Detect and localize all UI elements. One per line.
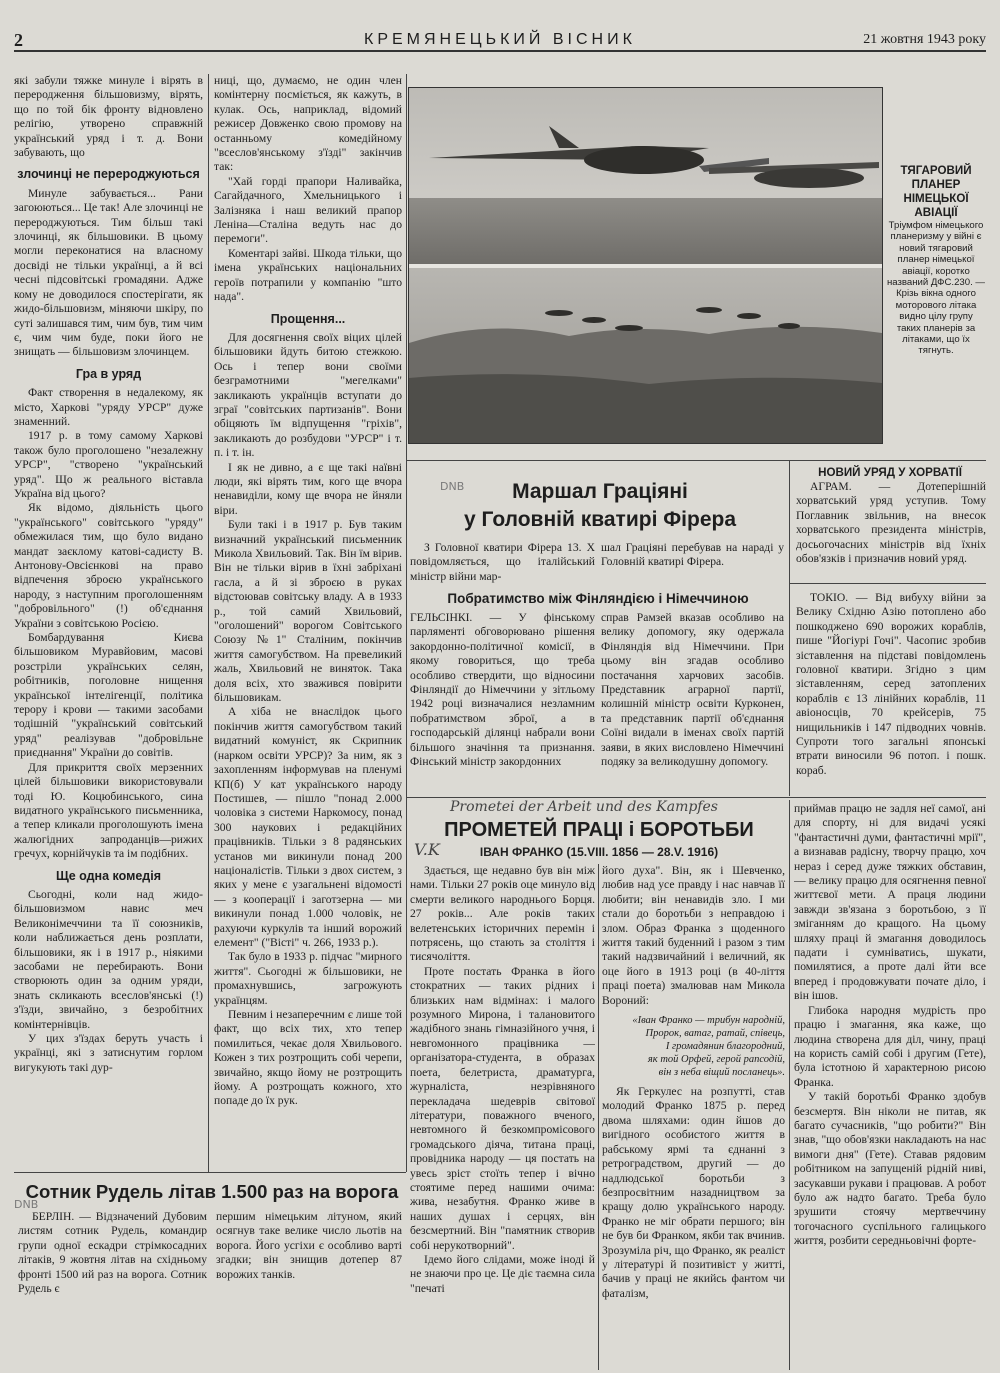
croatia-text [796,480,986,580]
article-text: "Хай горді прапори Наливайка, Сагайдачного, Хмельницького і Залізняка і наш великий прапор Леніна—Сталіна ведуть нас до перемоги". [214,174,402,246]
handwritten-note: Prometei der Arbeit und des Kampfes [450,799,718,815]
section-divider [789,583,986,584]
article-text: приймав працю не задля неї самої, ані для спорту, ні для видачі усякі "фантастичні думи, фантастичні мрії", а визнавав радісну, творчу працю, хоч нераз і серед дуже тяжких обставин, — велику працю для осягнення певної життєвої мети. А праця людини завжди зв'язана з боротьбою, з її зміганням до кращого. На цьому шляху праці й змагання доводилось падати і сумніватись, шукати, помилятися, а проте далі йти все вперед і продовжувати почате діло, і він ішов. [794,802,986,1003]
column-2 [214,74,402,1168]
article-text: які забули тяжке минуле і вірять в переродження більшовизму, вірять, що по той бік фронту відновлено релігію, утворено справжній український уряд і т. д. Вони забувають, що [14,74,203,160]
rudel-text-left [18,1210,207,1370]
column-divider [208,74,209,1172]
article-text: З Головної кватири Фірера 13. Х повідомляється, що італійський міністр війни мар- [410,541,595,583]
dnb-stamp: DNB [14,1198,39,1211]
article-text: У цих з'їздах беруть участь і українці, які з затиснутим горлом вигукують такі дур- [14,1032,203,1074]
section-heading: Прощення... [270,311,346,326]
article-text: ниці, що, думаємо, не один член комінтерну посміється, як кажуть, в кулак. Ось, наприклад, відомий режисер Довженко свою промову на останньому комедійному "всеслов'янському з'їзді" закінчив так: [214,74,402,174]
franko-headline: ПРОМЕТЕЙ ПРАЦІ і БОРОТЬБИ [444,819,754,841]
article-text: 1917 р. в тому самому Харкові також було проголошено "незалежну УРСР", "створено "український уряд". Що ж реального віставла Україна від цього? [14,429,203,500]
photo-caption-text: Тріумфом німецького планеризму у війні є новий тягаровий планер німецької авіації, коротко названий ДФС.230. — Крізь вікна одного моторового літака видно цілу групу таких планерів за літаками, що їх тягнуть. [886,220,986,357]
article-text: ГЕЛЬСІНКІ. — У фінському парляменті обговорювано рішення закордонно-політичної комісії, в якому говориться, що треба особливо ствердити, що відносини Фінляндії до Німеччини у зітльому 1942 році визначалися незламним побратимством зброї, а в господарській ділянці набрали вони більшого значіння та признання. Фінський міністр закордонних [410,611,595,769]
article-text: БЕРЛІН. — Відзначений Дубовим листям сотник Рудель, командир групи одної ескадри стрімкосадних літаків, 9 жовтня літав на східньому фронті 1500 ий раз на ворога. Сотник Рудель є [18,1210,207,1296]
article-text: Як Геркулес на розпутті, став молодий Франко 1875 р. перед двома шляхами: один йшов до вигідного особистого життя в рабському ярмі та єднанні з ретроградством, другий — до надлюдської боротьби з безпросвітним назадництвом за кращу долю українського народу. Франко не міг обрати першого; він не був би Франком, якби так вчинив. Зрозуміла річ, що Франко, як реаліст у літературі й позитивіст у житті, бачив у праці не якийсь фантом чи фаталізм, [602,1085,785,1300]
article-text: Здається, ще недавно був він між нами. Тільки 27 років оце минуло від смерти великого народнього Борця. 27 років... Але років таких велетенських історичних перемін і потрясень, що стають за століття і тисячоліття. [410,864,595,964]
article-text: Минуле забувається... Рани загоюються... Це так! Але злочинці не перероджуються. Тим більш такі злочинці, як більшовики. В цьому могли переконатися на власному досвіді не тільки українці, а й всі чесні підсовітські громадяни. Адже кому не доводилося спостерігати, як жидо-більшовизм, міняючи шкіру, по суті залишався тим, чим був, тим чим є, чим чим буде, поки його не знищать — більшовизм злочинцем. [14,186,203,359]
article-text: Для досягнення своїх віцих цілей більшовики йдуть битою стежкою. Ось і тепер вони своїми безграмотними "мегелками" закликають українців вступати до зграї "совітських партизанів". Вони обіцяють їм відпущення "гріхів", закликають до розбудови "УРСР" і т. п. і т. ін. [214,330,402,460]
column-divider [598,864,599,1370]
photo-caption-title: ТЯГАРОВИЙ ПЛАНЕР НІМЕЦЬКОЇ АВІАЦІЇ [900,164,972,219]
article-text: У такій боротьбі Франко здобув безсмертя. Він ніколи не питав, як багато сучасників, "що робити?" Він знав, "що обов'язки накладають на нас вимоги дня" (Гете). Ставав рядовим робітником на запущеній рідній ниві, засукавши рукави і працював. А робот було аж надто багато. Треба було зрушити стоячу мертвеччину тогочасного суспільного галицького життя, розбити середньовічні форте- [794,1090,986,1248]
column-1 [14,74,203,1168]
column-divider [789,800,790,1370]
article-text: справ Рамзей вказав особливо на велику допомогу, яку одержала Фінляндія від Німеччини. При цьому він згадав особливо постачання харчових засобів. Представник аграрної партії, колишній міністр освіти Курконен, та представник партії об'єднання Соїні видали в іменах своїх партій заяви, в яких висловлено Німеччині подяку за великодушну допомогу. [601,611,784,769]
article-text: Для прикриття своїх мерзенних цілей більшовики використовували тоді Ю. Коцюбинського, сина видатного українського письменника, а тепер кликали проголошують імена жалюгідних запроданців—рижих гречух, корнійчуків та ім подібних. [14,760,203,861]
headline-line: у Головній кватирі Фірера [463,508,737,531]
article-text: Як відомо, діяльність цього "українського" совітського "уряду" обмежилася тим, що було видано мандат заєклому катові-садисту В. Антонову-Овсієнкові на право відпечення зброєю українського народу, з наступним проголошенням "добровільного" (!) об'єднання України з совітською Росією. [14,501,203,630]
poem-line: як той Орфей, герой рапсодій, [647,1054,785,1066]
article-text: Бомбардування Києва більшовиком Муравйовим, масові розстріли українських селян, робітників, поголовне нищення української інтелігенції, політика терору і крови — такими засобами тодішній "український совітський уряд" реалізував "добровільне приєднання" України до совітів. [14,631,203,760]
finland-headline: Побратимство між Фінляндією і Німеччиною [447,591,749,606]
section-heading: Гра в уряд [75,366,142,381]
handwritten-mark: V.K [414,840,440,859]
dnb-stamp: DNB [440,480,465,493]
poem-line: Пророк, ватаг, ратай, співець, [645,1028,785,1040]
article-text: першим німецьким літуном, який осягнув таке велике число льотів на ворога. Його усгіхи є особливо варті згадки; він знищив дотепер 87 ворожих танків. [216,1210,402,1281]
page-number: 2 [14,30,23,50]
article-text: Проте постать Франка в його стократних — таких рідних і близьких нам відмінах: і малого розумного Мирона, і талановитого жадібного знань гімназійного учня, і невгомонного працівника — організатора-студента, в образах поета, белетриста, драматурга, журналіста, незрівняного перекладача шедеврів світової літератури, поважного вченого, невтомного й безкомпромісового громадського діяча, титана праці, провідника народу — ця постать на увесь зріст стоїть тепер і вічно стоятиме перед нашими очима: жива, незабутня. Франко живе в наших душах і серцях, він безсмертний. Він "памятник створив собі нерукотворний". [410,964,595,1252]
finland-text-left [410,611,595,791]
article-text: А хіба не внаслідок цього покінчив життя самогубством такий видатний комуніст, як Скрипник (нарком освіти УРСР)? За ним, як з захопленням інформував на пленумі КП(б) У кат українського народу Постишев, — пішло "понад 2.000 чоловіка з системи Наркомосу, понад 300 наукових і редакційних працівників. Тільки з 8 радянських установ ми викинули понад 200 націоналістів. Тільки з двох систем, з яких у мене є узагальнені відомості — з кооперації і заготзерна — ми викинули понад 1.000 чоловік, не рахуючи куркулів та інший ворожий елемент" ("Вісті" ч. 266, 1933 р.). [214,705,402,949]
glider-photo-image [409,88,882,443]
glider-photo [408,87,883,444]
article-text: І як не дивно, а є ще такі наївні люди, які вірять тим, кого ще вчора ненавиділи, кому ще вчора не йняли віри. [214,460,402,517]
issue-date: 21 жовтня 1943 року [863,32,986,47]
graziani-text-left [410,541,595,585]
newspaper-title: КРЕМЯНЕЦЬКИЙ ВІСНИК [364,31,636,48]
article-text: Певним і незаперечним є лише той факт, що всіх тих, хто тепер помилиться, чекає доля Хвильового. Кожен з тих розтрощить собі черепи, звичайно, якщо йому не розтрощить йому. А розтрощать кожного, хто попаде до їх рук. [214,1008,402,1108]
article-text: ТОКІО. — Від вибуху війни за Велику Східню Азію потоплено або пошкоджено 690 ворожих кораблів, пише "Йогіурі Гочі". Часопис зробив зіставлення на підставі повідомлень головної кватири. Згідно з цим зіставленням, серед затоплених кораблів є 13 лінійних кораблів, 11 авіоносців, 70 крейсерів, 75 нищильників і 147 підводних човнів. Супроти того загальні японські втрати виносили 96 потоп. і пошк. кораб. [796,591,986,777]
franko-subheadline: ІВАН ФРАНКО (15.VIII. 1856 — 28.V. 1916) [479,845,719,859]
article-text: Сьогодні, коли над жидо-більшовизмом навис меч Великонімеччини та її союзників, коли наближається день розплати, більшовики, як і в 1917 р., ніякими засобами не перебирають. Вони створюють один за одним уряди, знать скликають всеслов'янські (!) з'їзди, звичайно, з безробітних комінтернівців. [14,887,203,1031]
section-heading: Ще одна комедія [55,868,161,883]
rudel-text-right [216,1210,402,1370]
finland-text-right [601,611,784,791]
poem-line: він з неба віщий посланець». [658,1067,785,1079]
section-divider [14,1172,406,1173]
column-divider [406,74,407,1172]
section-divider [406,460,986,461]
headline-line: Маршал Граціяні [512,480,688,503]
tokyo-text [796,591,986,791]
article-text: Ідемо його слідами, може іноді й не знаючи про це. Це діє таємна сила "печаті [410,1252,595,1295]
article-text: АГРАМ. — Дотеперішній хорватський уряд уступив. Тому Поглавник звільнив, на внесок хорватського президента міністрів, досьогочасних міністрів від їхніх обов'язків і призначив новий уряд. [796,480,986,566]
article-text: його духа". Він, як і Шевченко, любив над усе правду і нас навчав її любити; він ненавидів зло. І ми стали до боротьби з неправдою і злом. Образ Франка з щоденного життя такий буденний і разом з тим такий надзвичайний і величний, як оце його в 1913 році (в 40-ліття праці поета) змалював нам Микола Вороний: [602,864,785,1007]
article-text: Були такі і в 1917 р. Був таким визначний український письменник Микола Хвильовий. Так. Він їм вірив. Він не тільки вірив в їхні забріхані гасла, а й зі зброєю в руках відстоював совітську владу. А в 1933 р., той самий Хвильовий, "оголошений" ворогом Совітського Союзу №1" Сталіним, покінчив життя самогубством. На превеликий жаль, Хвильовий не виняток. Така доля всіх, хто зважився повірити більшовикам. [214,518,402,705]
masthead [14,30,986,52]
rudel-headline: Сотник Рудель літав 1.500 раз на ворога [25,1181,399,1202]
graziani-text-right [601,541,784,585]
franko-column-2 [602,864,785,1370]
article-text: шал Граціяні перебував на нараді у Головній кватирі Фірера. [601,541,784,569]
poem-quote [602,1014,785,1079]
graziani-headline [420,478,780,534]
article-text: Коментарі зайві. Шкода тільки, що імена українських національних героїв потрапили у компанію "што нада". [214,246,402,304]
poem-line: «Іван Франко — трибун народній, [632,1015,785,1027]
section-heading: злочинці не перероджуються [17,167,200,182]
article-text: Глибока народня мудрість про працю і змагання, яка каже, що людина створена для діл, чину, праці на користь самій собі і другим (Гете), була істотною й характерною рисою Франка. [794,1003,986,1089]
franko-column-1 [410,864,595,1370]
croatia-headline: НОВИЙ УРЯД У ХОРВАТІЇ [818,466,962,479]
franko-column-3 [794,802,986,1370]
article-text: Так було в 1933 р. підчас "мирного життя". Сьогодні ж більшовики, не промахнувшись, загрожують українцям. [214,950,402,1007]
column-divider [789,460,790,796]
poem-line: І громадянин благородний, [665,1041,785,1053]
section-divider [406,797,986,798]
article-text: Факт створення в недалекому, як місто, Харкові "уряду УРСР" дуже знаменний. [14,386,203,428]
